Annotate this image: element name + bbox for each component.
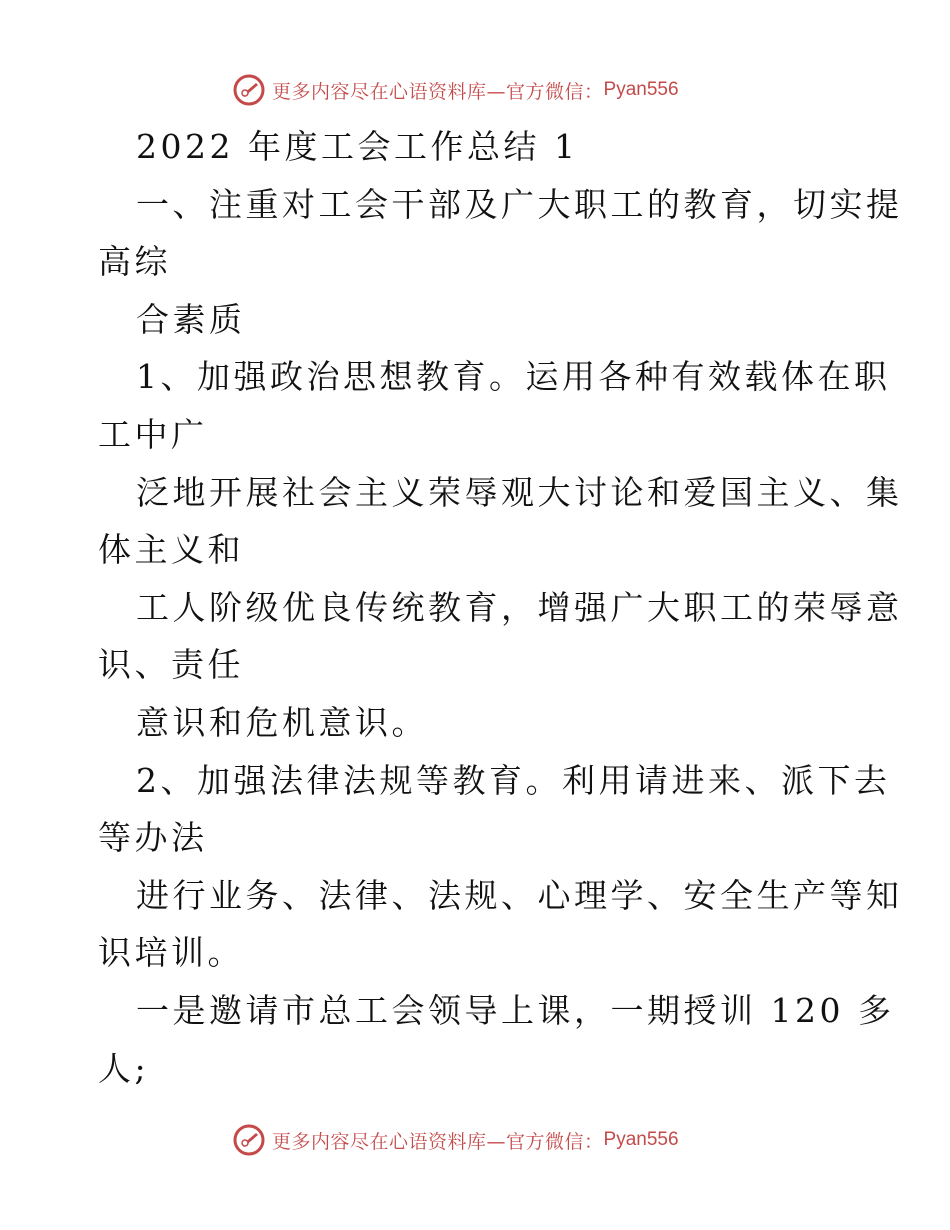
banner-wechat-id: Pyan556: [603, 1129, 679, 1150]
footer-banner: [232, 1120, 679, 1160]
document-line: 人;: [98, 1048, 150, 1088]
document-line: 意识和危机意识。: [136, 702, 428, 742]
document-line: 一是邀请市总工会领导上课，一期授训 120 多: [136, 990, 895, 1030]
document-body: [98, 118, 903, 1097]
document-line: 1、加强政治思想教育。运用各种有效载体在职: [136, 357, 891, 397]
document-line: 进行业务、法律、法规、心理学、安全生产等知: [136, 875, 903, 915]
banner-wechat-id: Pyan556: [603, 79, 679, 100]
document-line: 一、注重对工会干部及广大职工的教育，切实提: [136, 184, 903, 224]
document-line: 识培训。: [98, 933, 244, 973]
logo-icon: [232, 1123, 266, 1157]
banner-text: 更多内容尽在心语资料库—官方微信：: [272, 80, 604, 103]
logo-icon: [232, 73, 266, 107]
document-line: 2022 年度工会工作总结 1: [136, 127, 579, 166]
document-line: 识、责任: [98, 645, 244, 685]
document-line: 等办法: [98, 818, 208, 858]
document-line: 2、加强法律法规等教育。利用请进来、派下去: [136, 760, 891, 800]
document-line: 工中广: [98, 414, 208, 454]
document-line: 工人阶级优良传统教育，增强广大职工的荣辱意: [136, 587, 903, 627]
document-line: 体主义和: [98, 530, 244, 570]
banner-text: 更多内容尽在心语资料库—官方微信：: [272, 1130, 604, 1153]
document-line: 泛地开展社会主义荣辱观大讨论和爱国主义、集: [136, 472, 903, 512]
document-line: 合素质: [136, 299, 246, 339]
header-banner: [232, 70, 679, 110]
document-line: 高综: [98, 242, 171, 282]
